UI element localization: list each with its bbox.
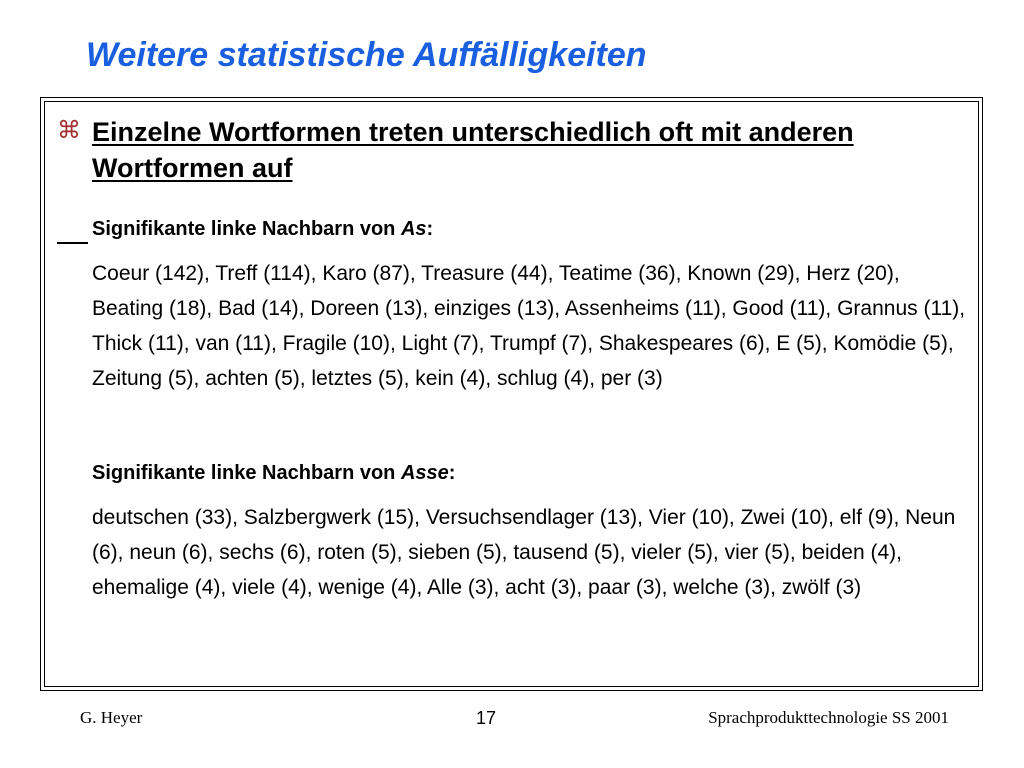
footer-course: Sprachprodukttechnologie SS 2001: [708, 708, 949, 727]
slide-title: Weitere statistische Auffälligkeiten: [86, 36, 647, 74]
section-heading-prefix: Signifikante linke Nachbarn von: [92, 462, 401, 484]
section-heading-prefix: Signifikante linke Nachbarn von: [92, 218, 401, 240]
dash-bullet-mark: [57, 226, 88, 244]
section-heading-term: As: [400, 218, 427, 240]
section-heading-suffix: :: [426, 218, 434, 240]
neighbors-list-asse: deutschen (33), Salzbergwerk (15), Versuchsendlager (13), Vier (10), Zwei (10), elf (9), Neun (6), neun (6), sechs (6), roten (5), sieben (5), tausend (5), vieler (5), vier (5), beiden (4), ehemalige (4), viele (4), wenige (4), Alle (3), acht (3), paar (3), welche (3), zwölf (3): [92, 506, 956, 599]
footer-page-number: 17: [476, 708, 497, 728]
section-heading-asse: [92, 460, 455, 486]
bullet-heading: Einzelne Wortformen treten unterschiedlich oft mit anderen Wortformen auf: [92, 117, 854, 183]
section-heading-term: Asse: [400, 462, 449, 484]
footer-author: G. Heyer: [80, 708, 143, 727]
section-heading-suffix: :: [448, 462, 456, 484]
neighbors-list-as: Coeur (142), Treff (114), Karo (87), Treasure (44), Teatime (36), Known (29), Herz (20), Beating (18), Bad (14), Doreen (13), einziges (13), Assenheims (11), Good (11), Grannus (11), Thick (11), van (11), Fragile (10), Light (7), Trumpf (7), Shakespeares (6), E (5), Komödie (5), Zeitung (5), achten (5), letztes (5), kein (4), schlug (4), per (3): [92, 262, 966, 390]
section-heading-as: [92, 216, 433, 242]
command-symbol-icon: ⌘: [57, 116, 81, 144]
